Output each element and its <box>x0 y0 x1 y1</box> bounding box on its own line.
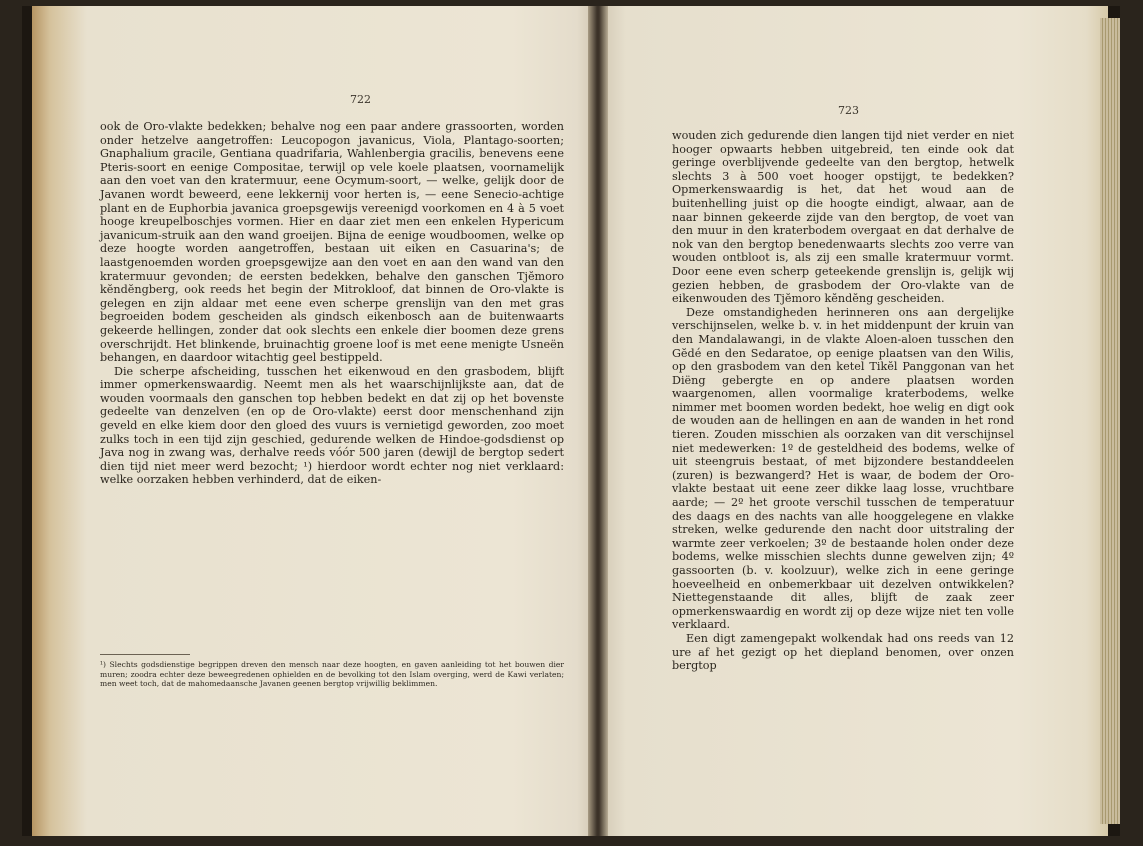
footnote: ¹) Slechts godsdienstige begrippen dreven den mensch naar deze hoogten, en gaven aanleiding tot het bouwen dier muren; zoodra echter deze beweegredenen ophielden en de bevolking tot den Islam overging, werd de Kawi verlaten; men weet toch, dat de mahomedaansche Javanen geenen bergtop vrijwillig beklimmen. <box>100 660 564 689</box>
paragraph: Die scherpe afscheiding, tusschen het eikenwoud en den grasbodem, blijft immer opmerkenswaardig. Neemt men als het waarschijnlijkste aan, dat de wouden voormaals den ganschen top hebben bedekt en dat zij op het bovenste gedeelte van denzelven (en op de Oro-vlakte) eerst door menschenhand zijn geveld en elke kiem door den gloed des vuurs is vernietigd geworden, zoo moet zulks toch in een tijd zijn geschied, gedurende welken de Hindoe-godsdienst op Java nog in zwang was, derhalve reeds vóór 500 jaren (dewijl de bergtop sedert dien tijd niet meer werd bezocht; ¹) hierdoor wordt echter nog niet verklaard: welke oorzaken hebben verhinderd, dat de eiken- <box>100 364 564 487</box>
book-spread <box>22 6 1120 836</box>
page-edges <box>1100 18 1120 824</box>
page-number-left: 722 <box>350 93 371 106</box>
paragraph: ook de Oro-vlakte bedekken; behalve nog een paar andere grassoorten, worden onder hetzelve aangetroffen: Leucopogon javanicus, Viola, Plantago-soorten; Gnaphalium gracile, Gentiana quadrifaria, Wahlenbergia gracilis, benevens eene Pteris-soort en eenige Compositae, terwijl op vele koele plaatsen, voornamelijk aan den voet van den kratermuur, eene Ocymum-soort, — welke, gelijk door de Javanen wordt beweerd, eene lekkernij voor herten is, — eene Senecio-achtige plant en de Euphorbia javanica groepsgewijs vereenigd voorkomen en 4 à 5 voet hooge kreupelboschjes vormen. Hier en daar ziet men een enkelen Hypericum javanicum-struik aan den wand groeijen. Bijna de eenige woudboomen, welke op deze hoogte worden aangetroffen, bestaan uit eiken en Casuarina's; de laastgenoemden worden groepsgewijze aan den voet en aan den wand van den kratermuur gevonden; de eersten bedekken, behalve den ganschen Tjĕmoro kĕndĕngberg, ook reeds het begin der Mitrokloof, dat binnen de Oro-vlakte is gelegen en zijn aldaar met eene even scherpe grenslijn van den met gras begroeiden bodem gescheiden als gindsch eikenbosch aan de buitenwaarts gekeerde hellingen, zonder dat ook slechts een enkele dier boomen deze grens overschrijdt. Het blinkende, bruinachtig groene loof is met eene menigte Usneën behangen, en daardoor witachtig geel bestippeld. <box>100 120 564 365</box>
right-page-body <box>672 129 1014 673</box>
page-number-right: 723 <box>838 104 859 117</box>
footnote-rule <box>100 654 190 655</box>
book-gutter <box>588 6 608 836</box>
paragraph: Een digt zamengepakt wolkendak had ons reeds van 12 ure af het gezigt op het diepland benomen, over onzen bergtop <box>672 631 1014 673</box>
paragraph: Deze omstandigheden herinneren ons aan dergelijke verschijnselen, welke b. v. in het middenpunt der kruin van den Mandalawangi, in de vlakte Aloen-aloen tusschen den Gĕdé en den Sedaratoe, op eenige plaatsen van den Wilis, op den grasbodem van den ketel Tikĕl Panggonan van het Diëng gebergte en op andere plaatsen worden waargenomen, allen voormalige kraterbodems, welke nimmer met boomen worden bedekt, hoe welig en digt ook de wouden aan de hellingen en aan de wanden in het rond tieren. Zouden misschien als oorzaken van dit verschijnsel niet medewerken: 1º de gesteldheid des bodems, welke of uit steengruis bestaat, of met bijzondere bestanddeelen (zuren) is bezwangerd? Het is waar, de bodem der Oro-vlakte bestaat uit eene zeer dikke laag losse, vruchtbare aarde; — 2º het groote verschil tusschen de temperatuur des daags en des nachts van alle hooggelegene en vlakke streken, welke gedurende den nacht door uitstraling der warmte zeer verkoelen; 3º de bestaande holen onder deze bodems, welke misschien slechts dunne gewelven zijn; 4º gassoorten (b. v. koolzuur), welke zich in eene geringe hoeveelheid en onbemerkbaar uit dezelven ontwikkelen? Niettegenstaande dit alles, blijft de zaak zeer opmerkenswaardig en wordt zij op deze wijze niet ten volle verklaard. <box>672 305 1014 632</box>
left-page <box>32 6 602 836</box>
paragraph: wouden zich gedurende dien langen tijd niet verder en niet hooger opwaarts hebben uitgebreid, ten einde ook dat geringe overblijvende gedeelte van den bergtop, hetwelk slechts 3 à 500 voet hooger opstijgt, te bedekken? Opmerkenswaardig is het, dat het woud aan de buitenhelling juist op die hoogte eindigt, alwaar, aan de naar binnen gekeerde zijde van den bergtop, de voet van den muur in den kraterbodem overgaat en dat derhalve de nok van den bergtop benedenwaarts slechts zoo verre van wouden ontbloot is, als zij een smalle kratermuur vormt. Door eene even scherp geteekende grenslijn is, gelijk wij gezien hebben, de grasbodem der Oro-vlakte van de eikenwouden des Tjĕmoro kĕndĕng gescheiden. <box>672 129 1014 306</box>
right-page <box>596 6 1108 836</box>
left-page-body <box>100 120 564 487</box>
